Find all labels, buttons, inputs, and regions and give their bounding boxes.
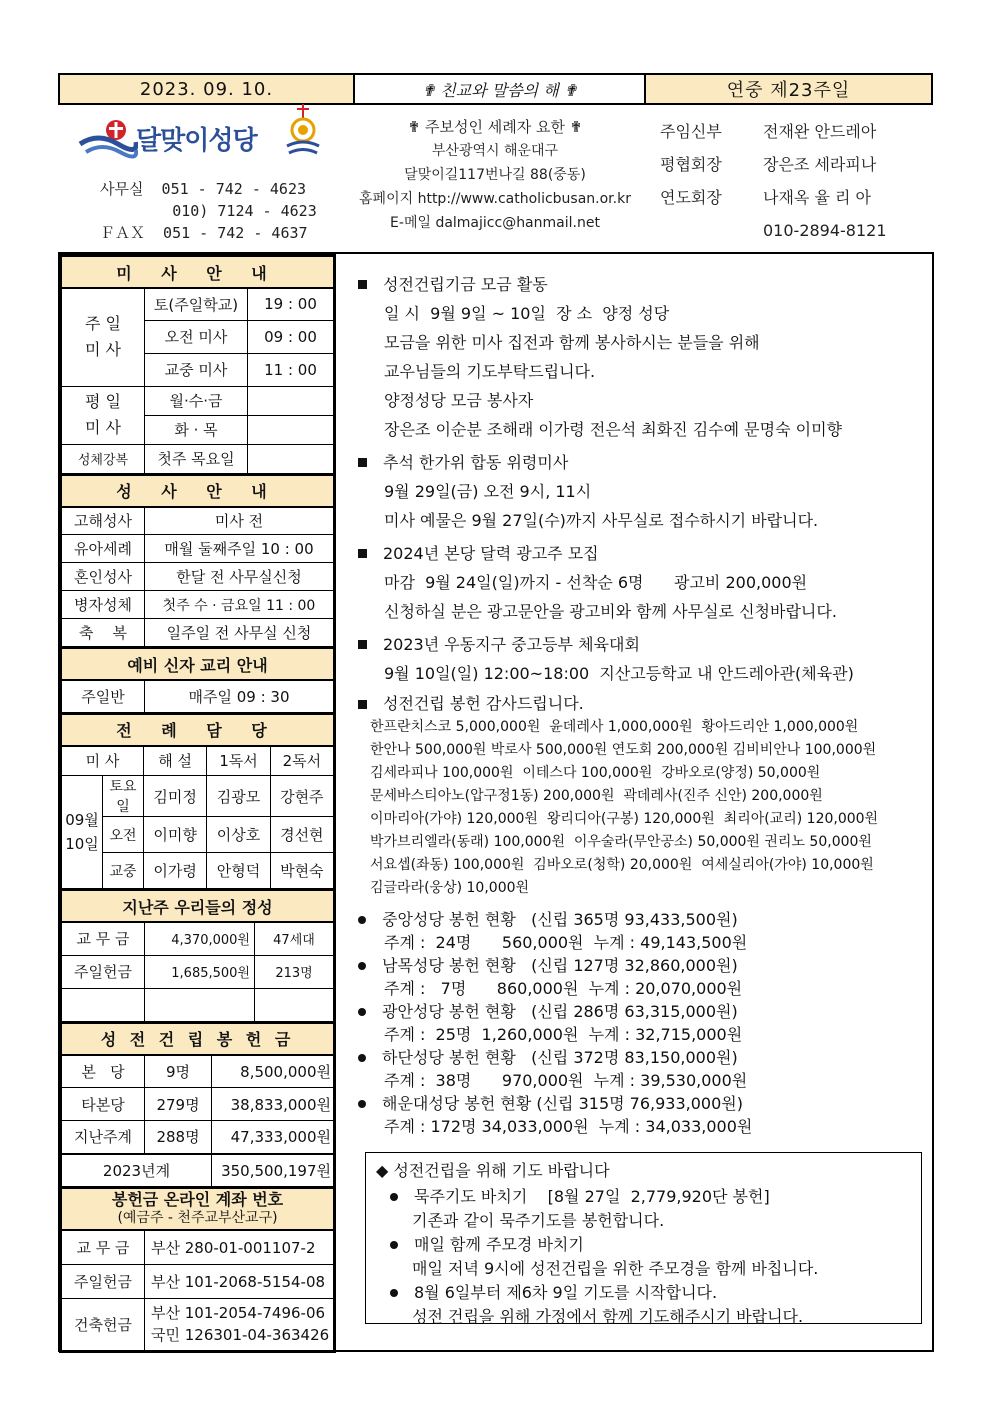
bullet-dot-icon <box>358 1054 366 1062</box>
bullet-dot-icon <box>358 1100 366 1108</box>
staff-row: 010-2894-8121 <box>763 221 887 240</box>
section-title: 성 사 안 내 <box>62 475 334 507</box>
section-title: 전 례 담 당 <box>62 714 334 746</box>
staff-row: 연도회장 나재옥 율 리 아 <box>660 188 871 207</box>
bullet-dot-icon <box>390 1193 398 1201</box>
bullet-dot-icon <box>390 1289 398 1297</box>
moon-cross-icon <box>283 104 323 160</box>
parish-name: 달맞이성당 <box>136 126 257 156</box>
bullet-dot-icon <box>358 916 366 924</box>
year-theme: ✟ 친교와 말씀의 해 ✟ <box>355 75 644 103</box>
staff-row: 평협회장 장은조 세라피나 <box>660 155 877 174</box>
header-bar <box>58 73 933 105</box>
sunday-mass-label: 주 일 미 사 <box>62 288 145 386</box>
email: E-메일 dalmajicc@hanmail.net <box>390 215 600 231</box>
news-item: 추석 한가위 합동 위령미사 9월 29일(금) 오전 9시, 11시 미사 예물은 9월 27일(수)까지 사무실로 접수하시기 바랍니다. <box>358 448 928 535</box>
parish-logo <box>78 110 328 166</box>
left-sidebar <box>59 254 336 1353</box>
bullet-dot-icon <box>358 1008 366 1016</box>
bullet-square-icon <box>358 458 367 467</box>
liturgical-week: 연중 제23주일 <box>644 75 931 103</box>
news-column <box>358 270 928 1138</box>
bullet-dot-icon <box>390 1241 398 1249</box>
staff-list <box>660 115 887 247</box>
section-title: 미 사 안 내 <box>62 257 334 289</box>
liturgy-table: 전 례 담 당 미 사 해 설 1독서 2독서 09월 10일 토요일 김미정 김광모 강현주 오전 이미향 이상호 경선현 교중 이가령 안형덕 박현숙 <box>61 713 334 890</box>
bullet-square-icon <box>358 280 367 289</box>
news-item: 2024년 본당 달력 광고주 모집 마감 9월 24일(일)까지 - 선착순 6명 광고비 200,000원 신청하실 분은 광고문안을 광고비와 함께 사무실로 신청바랍니다. <box>358 539 928 626</box>
patron-saint: ✟ 주보성인 세례자 요한 ✟ <box>407 118 583 136</box>
bullet-square-icon <box>358 640 367 649</box>
staff-row: 주임신부 전재완 안드레아 <box>660 122 877 141</box>
account-table: 봉헌금 온라인 계좌 번호 (예금주 - 천주교부산교구) 교 무 금 부산 280-01-001107-2 주일헌금 부산 101-2068-5154-08 건축헌금 부산 101-2054-7496-06 국민 126301-04-363426 <box>61 1187 334 1351</box>
catechumen-table: 예비 신자 교리 안내 주일반 매주일 09 : 30 <box>61 647 334 713</box>
section-title: 성 전 건 립 봉 헌 금 <box>62 1023 334 1055</box>
bullet-square-icon <box>358 549 367 558</box>
prayer-title: ◆ 성전건립을 위해 기도 바랍니다 <box>376 1161 610 1180</box>
issue-date: 2023. 09. 10. <box>60 75 355 103</box>
address-line-1: 부산광역시 해운대구 <box>431 143 559 159</box>
office-contacts: 사무실 051 - 742 - 4623 010) 7124 - 4623 ＦＡＸ 051 - 742 - 4637 <box>100 180 317 242</box>
offering-table: 지난주 우리들의 정성 교 무 금 4,370,000원 47세대 주일헌금 1,685,500원 213명 <box>61 889 334 1022</box>
section-title: 봉헌금 온라인 계좌 번호 <box>111 1190 284 1209</box>
address-line-2: 달맞이길117번나길 88(중동) <box>404 167 586 183</box>
prayer-box: ◆ 성전건립을 위해 기도 바랍니다 묵주기도 바치기 [8월 27일 2,779,920단 봉헌] 기존과 같이 묵주기도를 봉헌합니다. 매일 함께 주모경 바치기 매일 저녁 9시에 성전건립을 위한 주모경을 함께 바칩니다. 8월 6일부터 제6차 9일 기도를 시작합니다. 성전 건립을 위해 가정에서 함께 기도해주시기 바랍니다. <box>365 1152 922 1324</box>
section-title: 예비 신자 교리 안내 <box>62 648 334 680</box>
section-title: 지난주 우리들의 정성 <box>62 890 334 922</box>
sacrament-table: 성 사 안 내 고해성사 미사 전 유아세례 매월 둘째주일 10 : 00 혼인성사 한달 전 사무실신청 병자성체 첫주 수 · 금요일 11 : 00 축 복 일주일 전 사무실 신청 <box>61 474 334 648</box>
parish-info <box>345 115 645 235</box>
news-item: 성전건립기금 모금 활동 일 시 9월 9일 ~ 10일 장 소 양정 성당 모금을 위한 미사 집전과 함께 봉사하시는 분들을 위해 교우님들의 기도부탁드립니다. 양정성당 모금 봉사자 장은조 이순분 조해래 이가령 전은석 최화진 김수예 문명숙 이미향 <box>358 270 928 444</box>
homepage: 홈페이지 http://www.catholicbusan.or.kr <box>359 191 631 207</box>
bullet-dot-icon <box>358 962 366 970</box>
news-item: 2023년 우동지구 중고등부 체육대회 9월 10일(일) 12:00~18:00 지산고등학교 내 안드레아관(체육관) <box>358 630 928 688</box>
wave-cross-icon <box>78 114 138 164</box>
thanks-item: 성전건립 봉헌 감사드립니다. 한프란치스코 5,000,000원 윤데레사 1,000,000원 황아드리안 1,000,000원 한안나 500,000원 박로사 500,000원 연도회 200,000원 김비비안나 100,000원 김세라피나 100,000원 이테스다 100,000원 강바오로(양정) 50,000원 문세바스티아노(압구정1동) 200,000원 곽데레사(진주 신안) 200,000원 이마리아(가야) 120,000원 왕리디아(구봉) 120,000원 최리아(교리) 120,000원 박가브리엘라(동래) 100,000원 이우술라(무안공소) 50,000원 권리노 50,000원 서요셉(좌동) 100,000원 김바오로(청학) 20,000원 여세실리아(가야) 10,000원 김글라라(웅상) 10,000원 <box>358 692 928 900</box>
building-fund-table: 성 전 건 립 봉 헌 금 본 당 9명 8,500,000원 타본당 279명 38,833,000원 지난주계 288명 47,333,000원 2023년계 350,500,197원 <box>61 1022 334 1188</box>
status-list: 중앙성당 봉헌 현황 (신립 365명 93,433,500원) 주계 : 24명 560,000원 누계 : 49,143,500원 남목성당 봉헌 현황 (신립 127명 32,860,000원) 주계 : 7명 860,000원 누계 : 20,070,000원 광안성당 봉헌 현황 (신립 286명 63,315,000원) 주계 : 25명 1,260,000원 누계 : 32,715,000원 하단성당 봉헌 현황 (신립 372명 83,150,000원) 주계 : 38명 970,000원 누계 : 39,530,000원 해운대성당 봉헌 현황 (신립 315명 76,933,000원) 주계 : 172명 34,033,000원 누계 : 34,033,000원 <box>358 908 928 1138</box>
bullet-square-icon <box>358 700 367 709</box>
mass-table: 미 사 안 내 주 일 미 사 토(주일학교) 19 : 00 오전 미사 09 : 00 교중 미사 11 : 00 평 일 미 사 월·수·금 화 · 목 성체강복 첫주 목요일 <box>61 256 334 474</box>
weekday-mass-label: 평 일 미 사 <box>62 386 145 444</box>
